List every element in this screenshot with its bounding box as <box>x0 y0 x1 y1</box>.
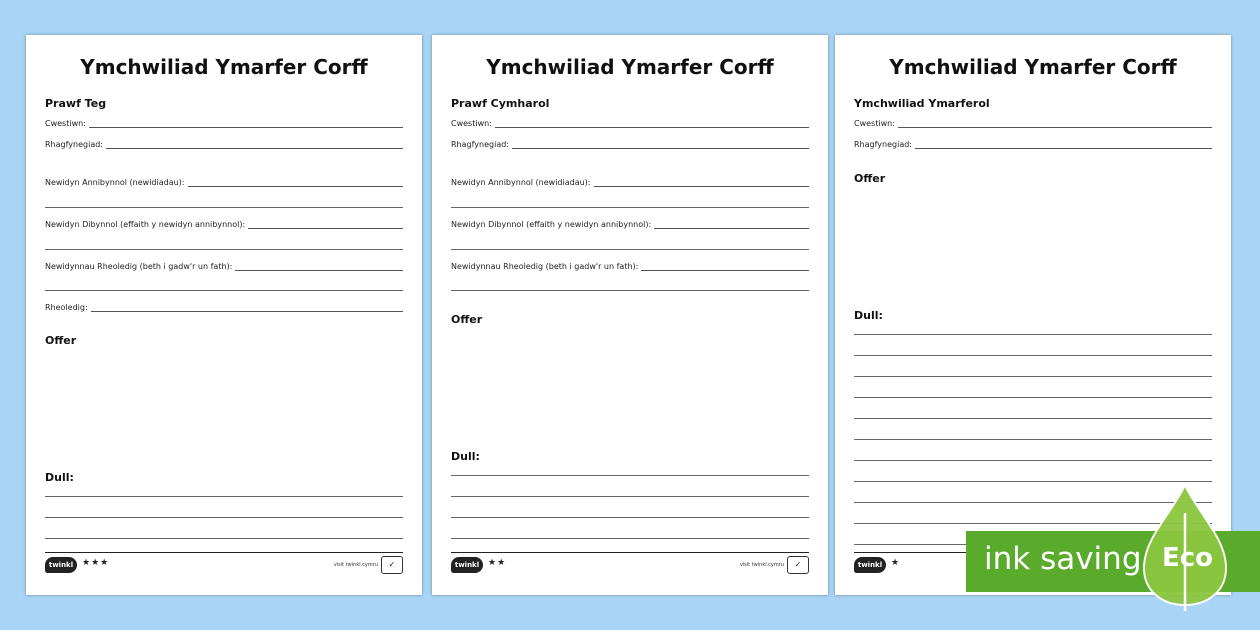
worksheet-subtitle: Prawf Cymharol <box>451 97 550 110</box>
worksheet-title: Ymchwiliad Ymarfer Corff <box>889 55 1177 79</box>
worksheet-prawf-cymharol <box>432 35 828 595</box>
answer-line <box>45 517 403 518</box>
field-rheoledig: Rheoledig: <box>45 303 403 312</box>
dull-heading: Dull: <box>45 471 74 484</box>
answer-line <box>854 355 1212 356</box>
footer-divider <box>451 552 809 553</box>
field-cwestiwn: Cwestiwn: <box>854 119 1212 128</box>
worksheet-title: Ymchwiliad Ymarfer Corff <box>80 55 368 79</box>
offer-heading: Offer <box>45 334 77 347</box>
answer-line <box>451 249 809 250</box>
answer-line <box>45 290 403 291</box>
answer-line <box>45 207 403 208</box>
answer-line <box>45 496 403 497</box>
field-newidyn-dibynnol: Newidyn Dibynnol (effaith y newidyn annibynnol): <box>45 220 403 229</box>
visit-text: visit twinkl.cymru <box>739 562 784 568</box>
field-rhagfynegiad: Rhagfynegiad: <box>451 140 809 149</box>
answer-line <box>854 397 1212 398</box>
ink-saving-text: ink saving <box>984 541 1142 577</box>
twinkl-logo: twinkl <box>854 557 886 573</box>
answer-line <box>854 481 1212 482</box>
answer-line <box>854 334 1212 335</box>
answer-line <box>45 538 403 539</box>
twinkl-logo: twinkl <box>45 557 77 573</box>
field-newidyn-annibynnol: Newidyn Annibynnol (newidiadau): <box>451 178 809 187</box>
eco-label: Eco <box>1162 543 1214 573</box>
difficulty-stars: ★★ <box>488 558 507 568</box>
dull-heading: Dull: <box>451 450 480 463</box>
answer-line <box>451 475 809 476</box>
field-cwestiwn: Cwestiwn: <box>45 119 403 128</box>
answer-line <box>451 290 809 291</box>
checklist-icon: ✓ <box>787 556 809 574</box>
answer-line <box>854 376 1212 377</box>
answer-line <box>854 439 1212 440</box>
answer-line <box>451 538 809 539</box>
difficulty-stars: ★ <box>891 558 901 568</box>
difficulty-stars: ★★★ <box>82 558 110 568</box>
field-rhagfynegiad: Rhagfynegiad: <box>854 140 1212 149</box>
offer-heading: Offer <box>451 313 483 326</box>
worksheet-title: Ymchwiliad Ymarfer Corff <box>486 55 774 79</box>
field-rhagfynegiad: Rhagfynegiad: <box>45 140 403 149</box>
footer-divider <box>45 552 403 553</box>
answer-line <box>451 207 809 208</box>
answer-line <box>45 249 403 250</box>
answer-line <box>451 517 809 518</box>
checklist-icon: ✓ <box>381 556 403 574</box>
visit-text: visit twinkl.cymru <box>333 562 378 568</box>
worksheet-prawf-teg <box>26 35 422 595</box>
field-newidynnau-rheoledig: Newidynnau Rheoledig (beth i gadw'r un fath): <box>451 262 809 271</box>
field-cwestiwn: Cwestiwn: <box>451 119 809 128</box>
answer-line <box>451 496 809 497</box>
twinkl-logo: twinkl <box>451 557 483 573</box>
field-newidynnau-rheoledig: Newidynnau Rheoledig (beth i gadw'r un fath): <box>45 262 403 271</box>
field-newidyn-annibynnol: Newidyn Annibynnol (newidiadau): <box>45 178 403 187</box>
worksheet-subtitle: Ymchwiliad Ymarferol <box>854 97 990 110</box>
answer-line <box>854 418 1212 419</box>
worksheet-subtitle: Prawf Teg <box>45 97 107 110</box>
offer-heading: Offer <box>854 172 886 185</box>
answer-line <box>854 460 1212 461</box>
field-newidyn-dibynnol: Newidyn Dibynnol (effaith y newidyn annibynnol): <box>451 220 809 229</box>
dull-heading: Dull: <box>854 309 883 322</box>
